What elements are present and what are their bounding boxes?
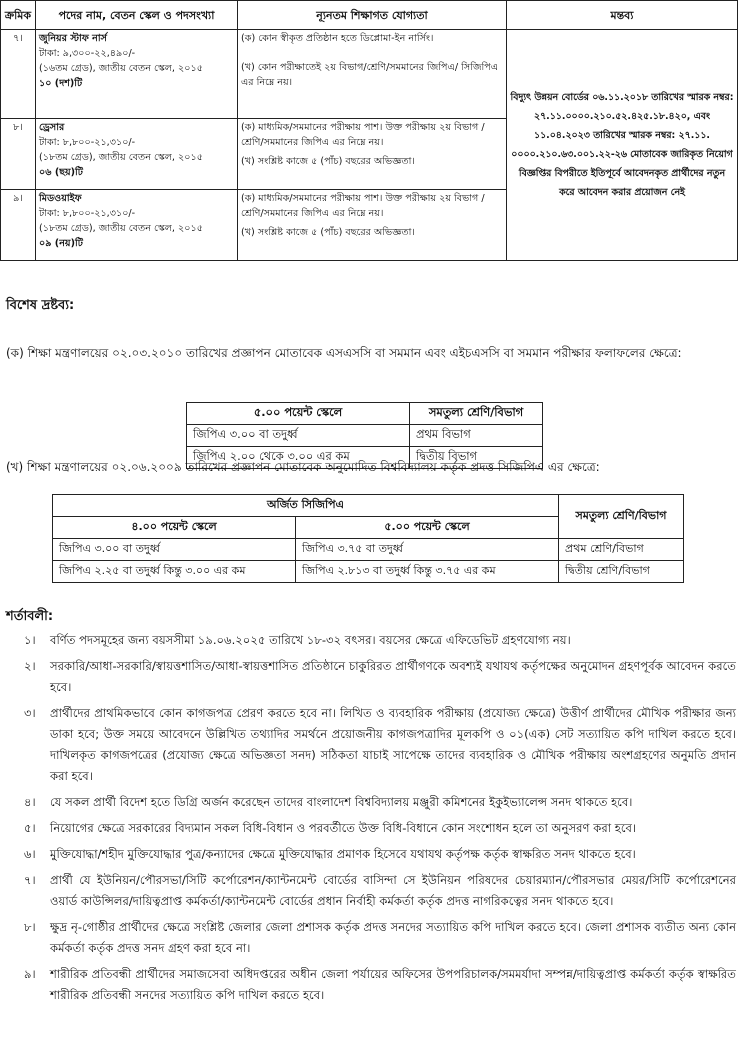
condition-text: বর্ণিত পদসমূহের জন্য বয়সসীমা ১৯.০৬.২০২৫ তারিখে ১৮-৩২ বৎসর। বয়সের ক্ষেত্রে এফিডেভিট গ্রহণযোগ্য নয়। xyxy=(50,633,571,647)
list-item xyxy=(6,917,736,959)
qualification-b: (খ) সংশ্লিষ্ট কাজে ৫ (পাঁচ) বছরের অভিজ্ঞতা। xyxy=(241,156,415,167)
list-item xyxy=(6,844,736,865)
condition-text: ক্ষুদ্র নৃ-গোষ্ঠীর প্রার্থীদের ক্ষেত্রে সংশ্লিষ্ট জেলার জেলা প্রশাসক কর্তৃক প্রদত্ত সনদের সত্যায়িত কপি দাখিল করতে হবে। জেলা প্রশাসক ব্যতীত অন্য কোন কর্মকর্তা কর্তৃক প্রদত্ত সনদ গ্রহণ করা হবে না। xyxy=(50,920,736,955)
table-cell: জিপিএ ৩.৭৫ বা তদুর্ধ্ব xyxy=(296,539,559,561)
post-cell xyxy=(36,30,238,119)
condition-text: শারীরিক প্রতিবন্ধী প্রার্থীদের সমাজসেবা অধিদপ্তরের অধীন জেলা পর্যায়ের অফিসের উপপরিচালক/সমমর্যাদা সম্পন্ন/দায়িত্বপ্রাপ্ত কর্মকর্তা কর্তৃক স্বাক্ষরিত শারীরিক প্রতিবন্ধী সনদের সত্যায়িত কপি দাখিল করতে হবে। xyxy=(50,967,736,1002)
post-grade: (১৬তম গ্রেড), জাতীয় বেতন স্কেল, ২০১৫ xyxy=(39,63,203,74)
table-cell: দ্বিতীয় বিভাগ xyxy=(410,447,543,469)
qualification-b: (খ) সংশ্লিষ্ট কাজে ৫ (পাঁচ) বছরের অভিজ্ঞতা। xyxy=(241,227,415,238)
list-item xyxy=(6,818,736,839)
post-name: ড্রেসার xyxy=(39,122,65,133)
header-post: পদের নাম, বেতন স্কেল ও পদসংখ্যা xyxy=(36,1,238,30)
special-note-para-a: (ক) শিক্ষা মন্ত্রণালয়ের ০২.০৩.২০১০ তারিখের প্রজ্ঞাপন মোতাবেক এসএসসি বা সমমান এবং এইচএসসি বা সমমান পরীক্ষার ফলাফলের ক্ষেত্রে: xyxy=(6,346,682,360)
qualification-a: (ক) মাধ্যমিক/সমমানের পরীক্ষায় পাশ। উক্ত পরীক্ষায় ২য় বিভাগ /শ্রেণি/সমমানের জিপিএ এর নিম্নে নয়। xyxy=(241,122,485,148)
special-note-heading: বিশেষ দ্রষ্টব্য: xyxy=(6,298,75,313)
condition-number: ৩। xyxy=(24,706,36,720)
condition-number: ৫। xyxy=(24,821,36,835)
condition-number: ৭। xyxy=(24,873,36,887)
condition-text: মুক্তিযোদ্ধা/শহীদ মুক্তিযোদ্ধার পুত্র/কন্যাদের ক্ষেত্রে মুক্তিযোদ্ধার প্রমাণক হিসেবে যথাযথ কর্তৃপক্ষ কর্তৃক স্বাক্ষরিত সনদ থাকতে হবে। xyxy=(50,847,636,861)
post-count: ১০ (দশ)টি xyxy=(39,78,83,89)
special-note-para-b: (খ) শিক্ষা মন্ত্রণালয়ের ০২.০৬.২০০৯ তারিখের প্রজ্ঞাপন মোতাবেক অনুমোদিত বিশ্ববিদ্যালয় কর্তৃক প্রদত্ত সিজিপিএ এর ক্ষেত্রে: xyxy=(6,460,600,474)
table-row xyxy=(53,539,684,561)
list-item xyxy=(6,792,736,813)
post-name: মিডওয়াইফ xyxy=(39,193,82,204)
list-item xyxy=(6,870,736,912)
row-serial: ৮। xyxy=(1,119,36,190)
list-item xyxy=(6,964,736,1006)
table-row xyxy=(187,425,543,447)
table-row xyxy=(1,30,738,119)
post-grade: (১৮তম গ্রেড), জাতীয় বেতন স্কেল, ২০১৫ xyxy=(39,152,203,163)
cgpa-group-header: অর্জিত সিজিপিএ xyxy=(53,495,559,517)
qualification-cell xyxy=(238,190,507,261)
condition-number: ৪। xyxy=(24,795,36,809)
qualification-b: (খ) কোন পরীক্ষাতেই ২য় বিভাগ/শ্রেণি/সমমানের জিপিএ/ সিজিপিএ এর নিম্নে নয়। xyxy=(241,62,499,88)
post-cell xyxy=(36,119,238,190)
condition-text: নিয়োগের ক্ষেত্রে সরকারের বিদ্যমান সকল বিধি-বিধান ও পরবর্তীতে উক্ত বিধি-বিধানে কোন সংশোধন হলে তা অনুসরণ করা হবে। xyxy=(50,821,637,835)
conditions-heading: শর্তাবলী: xyxy=(6,609,54,624)
header-remarks: মন্তব্য xyxy=(507,1,738,30)
list-item xyxy=(6,656,736,698)
post-pay: টাকা: ৮,৮০০-২১,৩১০/- xyxy=(39,137,136,148)
condition-text: সরকারি/আধা-সরকারি/স্বায়ত্তশাসিত/আধা-স্বায়ত্তশাসিত প্রতিষ্ঠানে চাকুরিরত প্রার্থীগণকে অবশ্যই যথাযথ কর্তৃপক্ষের অনুমোদন গ্রহণপূর্বক আবেদন করতে হবে। xyxy=(50,659,736,694)
condition-number: ৬। xyxy=(24,847,36,861)
cgpa-table-col3: সমতুল্য শ্রেণি/বিভাগ xyxy=(559,495,684,539)
table-cell: জিপিএ ২.০০ থেকে ৩.০০ এর কম xyxy=(187,447,410,469)
qualification-a: (ক) কোন স্বীকৃত প্রতিষ্ঠান হতে ডিপ্লোমা-ইন নার্সিং। xyxy=(241,33,434,44)
condition-number: ১। xyxy=(24,633,36,647)
post-pay: টাকা: ৮,৮০০-২১,৩১০/- xyxy=(39,208,136,219)
cgpa-table xyxy=(52,494,684,583)
post-cell xyxy=(36,190,238,261)
cgpa-table-col2: ৫.০০ পয়েন্ট স্কেলে xyxy=(296,517,559,539)
list-item xyxy=(6,703,736,787)
row-serial: ৭। xyxy=(1,30,36,119)
conditions-list xyxy=(6,630,736,1011)
qualification-a: (ক) মাধ্যমিক/সমমানের পরীক্ষায় পাশ। উক্ত পরীক্ষায় ২য় বিভাগ /শ্রেণি/সমমানের জিপিএ এর নিম্নে নয়। xyxy=(241,193,485,219)
remarks-cell: বিদ্যুৎ উন্নয়ন বোর্ডের ০৬.১১.২০১৮ তারিখের স্মারক নম্বর: ২৭.১১.০০০০.২১০.৫২.৪২৫.১৮.৪২০, এবং ১১.০৪.২০২৩ তারিখের স্মারক নম্বর: ২৭.১১. ০০০০.২১০.৬৩.০০১.২২-২৬ মোতাবেক জারিকৃত নিয়োগ বিজ্ঞপ্তির বিপরীতে ইতিপূর্বে আবেদনকৃত প্রার্থীদের নতুন করে আবেদন করার প্রয়োজন নেই xyxy=(507,30,738,261)
table-cell: জিপিএ ২.৮১৩ বা তদুর্ধ্ব কিন্তু ৩.৭৫ এর কম xyxy=(296,561,559,583)
table-cell: দ্বিতীয় শ্রেণি/বিভাগ xyxy=(559,561,684,583)
table-cell: জিপিএ ৩.০০ বা তদুর্ধ্ব xyxy=(53,539,296,561)
table-cell: জিপিএ ২.২৫ বা তদুর্ধ্ব কিন্তু ৩.০০ এর কম xyxy=(53,561,296,583)
post-name: জুনিয়র স্টাফ নার্স xyxy=(39,33,108,44)
condition-number: ২। xyxy=(24,659,36,673)
table-cell: জিপিএ ৩.০০ বা তদুর্ধ্ব xyxy=(187,425,410,447)
header-qualification: ন্যূনতম শিক্ষাগত যোগ্যতা xyxy=(238,1,507,30)
condition-number: ৯। xyxy=(24,967,36,981)
post-grade: (১৮তম গ্রেড), জাতীয় বেতন স্কেল, ২০১৫ xyxy=(39,223,203,234)
cgpa-table-col1: ৪.০০ পয়েন্ট স্কেলে xyxy=(53,517,296,539)
posts-table xyxy=(0,0,738,261)
condition-number: ৮। xyxy=(24,920,36,934)
table-row xyxy=(53,561,684,583)
row-serial: ৯। xyxy=(1,190,36,261)
condition-text: প্রার্থীদের প্রাথমিকভাবে কোন কাগজপত্র প্রেরণ করতে হবে না। লিখিত ও ব্যবহারিক পরীক্ষায় (প্রযোজ্য ক্ষেত্রে) উত্তীর্ণ প্রার্থীদের মৌখিক পরীক্ষার জন্য ডাকা হবে; উক্ত সময়ে আবেদনে উল্লিখিত তথ্যাদির সমর্থনে প্রয়োজনীয় কাগজপত্রাদির মূলকপি ও ০১(এক) সেট সত্যায়িত কপি দাখিল করতে হবে। দাখিলকৃত কাগজপত্রের (প্রযোজ্য ক্ষেত্রে অভিজ্ঞতা সনদ) সঠিকতা যাচাই সাপেক্ষে তাদের ব্যবহারিক ও মৌখিক পরীক্ষায় অংশগ্রহণের অনুমতি প্রদান করা হবে। xyxy=(50,706,736,783)
table-cell: প্রথম বিভাগ xyxy=(410,425,543,447)
header-serial: ক্রমিক xyxy=(1,1,36,30)
gpa-table-col1: ৫.০০ পয়েন্ট স্কেলে xyxy=(187,403,410,425)
post-pay: টাকা: ৯,৩০০-২২,৪৯০/- xyxy=(39,48,136,59)
condition-text: যে সকল প্রার্থী বিদেশ হতে ডিগ্রি অর্জন করেছেন তাদের বাংলাদেশ বিশ্ববিদ্যালয় মঞ্জুরী কমিশনের ইকুইভ্যালেন্স সনদ থাকতে হবে। xyxy=(50,795,633,809)
table-cell: প্রথম শ্রেণি/বিভাগ xyxy=(559,539,684,561)
post-count: ০৬ (ছয়)টি xyxy=(39,167,84,178)
qualification-cell xyxy=(238,30,507,119)
qualification-cell xyxy=(238,119,507,190)
list-item xyxy=(6,630,736,651)
condition-text: প্রার্থী যে ইউনিয়ন/পৌরসভা/সিটি কর্পোরেশন/ক্যান্টনমেন্ট বোর্ডের বাসিন্দা সে ইউনিয়ন পরিষদের চেয়ারম্যান/পৌরসভার মেয়র/সিটি কর্পোরেশনের ওয়ার্ড কাউন্সিলর/দায়িত্বপ্রাপ্ত কর্মকর্তা/ক্যান্টনমেন্ট বোর্ডের প্রধান নির্বাহী কর্মকর্তা কর্তৃক প্রদত্ত নাগরিকত্বের সনদ থাকতে হবে। xyxy=(50,873,736,908)
gpa-table-col2: সমতুল্য শ্রেণি/বিভাগ xyxy=(410,403,543,425)
post-count: ০৯ (নয়)টি xyxy=(39,238,83,249)
posts-table-header xyxy=(1,1,738,30)
